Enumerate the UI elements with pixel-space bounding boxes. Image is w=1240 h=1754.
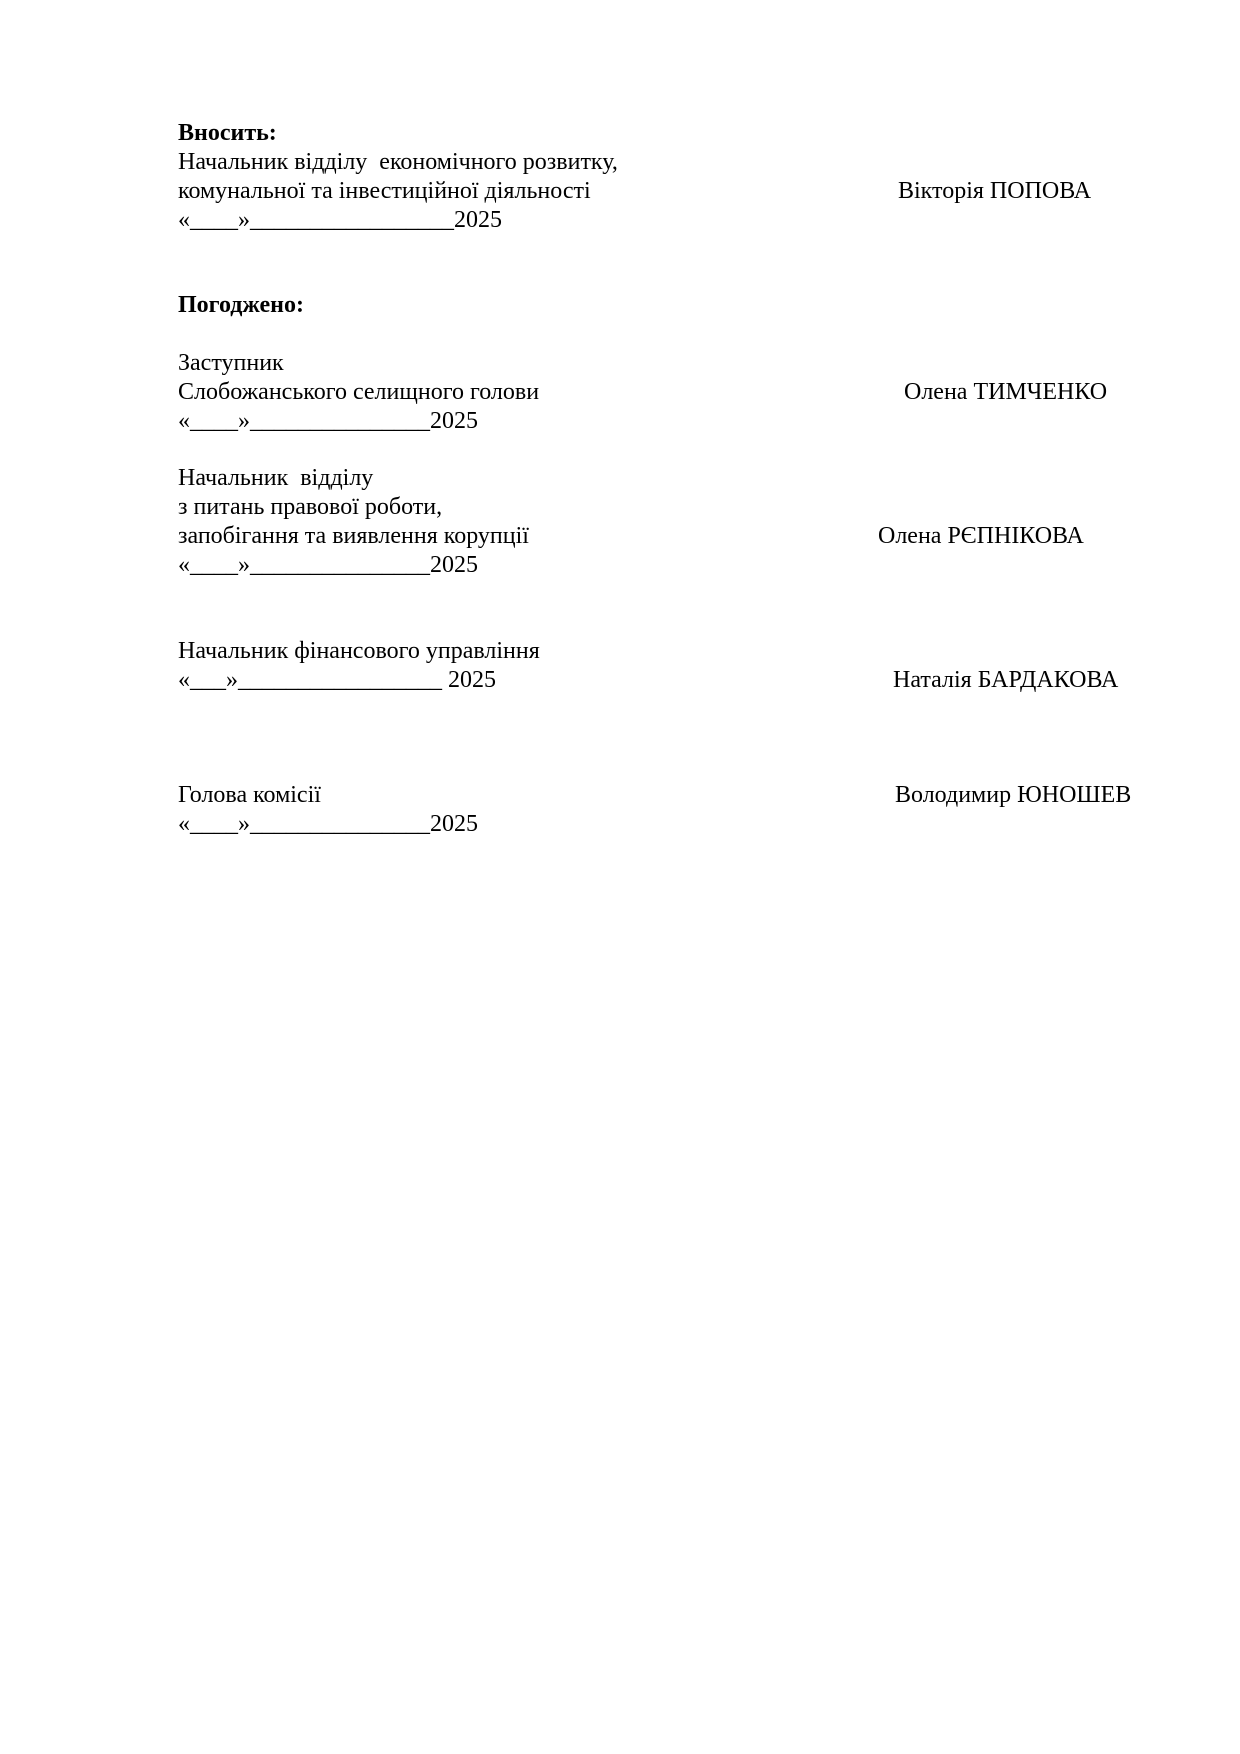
introduced-position-line-2: комунальної та інвестиційної діяльності: [178, 178, 591, 204]
deputy-date-field: «____»_______________2025: [178, 408, 478, 434]
deputy-position-line-2: Слобожанського селищного голови: [178, 379, 540, 405]
legal-position-line-3: запобігання та виявлення корупції: [178, 523, 529, 549]
deputy-signatory-name: Олена ТИМЧЕНКО: [904, 379, 1108, 405]
introduced-heading: Вносить:: [178, 120, 277, 146]
legal-signatory-name: Олена РЄПНІКОВА: [878, 523, 1084, 549]
commission-position-line-1: Голова комісії: [178, 782, 321, 808]
legal-position-line-1: Начальник відділу: [178, 465, 374, 491]
finance-position-line-1: Начальник фінансового управління: [178, 638, 540, 664]
introduced-position-line-1: Начальник відділу економічного розвитку,: [178, 149, 618, 175]
legal-position-line-2: з питань правової роботи,: [178, 494, 443, 520]
deputy-position-line-1: Заступник: [178, 350, 284, 376]
finance-date-field: «___»_________________ 2025: [178, 667, 496, 693]
commission-signatory-name: Володимир ЮНОШЕВ: [895, 782, 1132, 808]
legal-date-field: «____»_______________2025: [178, 552, 478, 578]
finance-signatory-name: Наталія БАРДАКОВА: [893, 667, 1119, 693]
agreed-heading: Погоджено:: [178, 292, 304, 318]
introduced-signatory-name: Вікторія ПОПОВА: [898, 178, 1092, 204]
introduced-date-field: «____»_________________2025: [178, 207, 502, 233]
commission-date-field: «____»_______________2025: [178, 811, 478, 837]
